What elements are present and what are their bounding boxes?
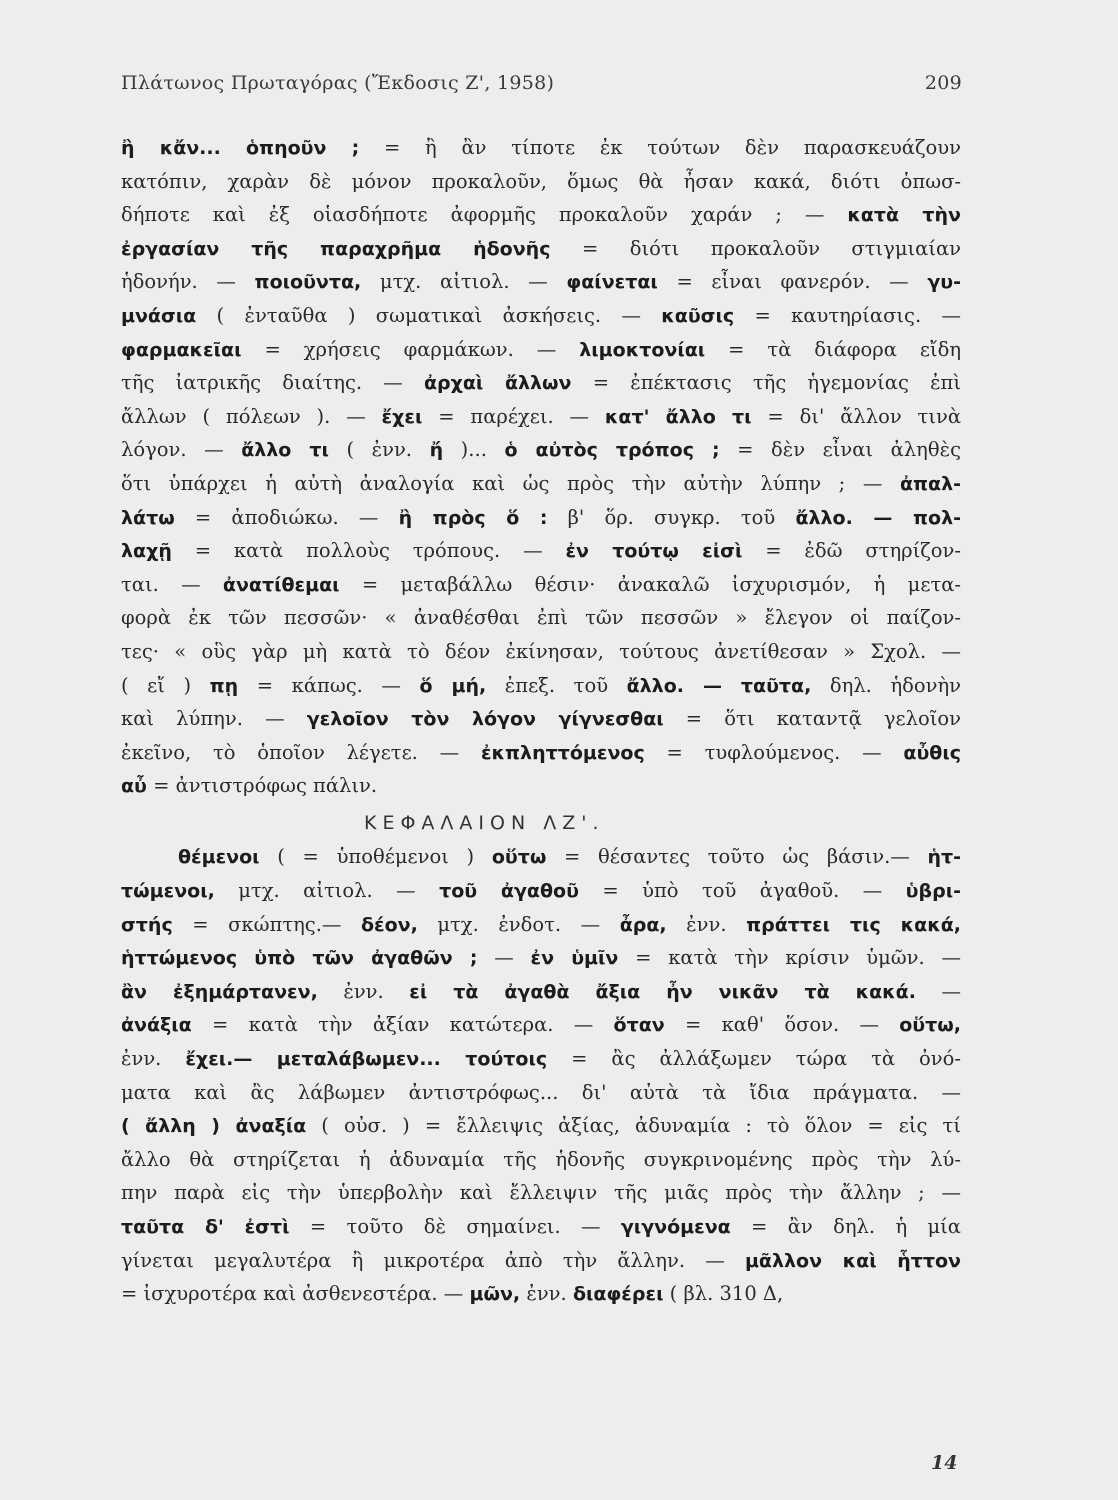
text-line bbox=[121, 975, 961, 1009]
gloss: γίνεται μεγαλυτέρα ἢ μικροτέρα ἀπὸ τὴν ἄλλην. — bbox=[121, 1248, 745, 1272]
text-line bbox=[121, 299, 961, 333]
gloss: λόγον. — bbox=[121, 438, 242, 462]
gloss: = ἰσχυροτέρα καὶ ἀσθενεστέρα. — bbox=[121, 1282, 470, 1306]
gloss: — bbox=[477, 946, 531, 970]
lemma: ἡττώμενος ὑπὸ τῶν ἀγαθῶν ; bbox=[121, 947, 478, 970]
text-line bbox=[121, 601, 961, 635]
gloss: ται. — bbox=[121, 572, 223, 596]
text-line bbox=[121, 1008, 961, 1042]
text-line bbox=[121, 1109, 961, 1143]
gloss: ἐκεῖνο, τὸ ὁποῖον λέγετε. — bbox=[121, 740, 481, 764]
lemma: καῦσις bbox=[661, 304, 735, 327]
gloss: ἐνν. bbox=[317, 979, 410, 1003]
gloss: δήποτε καὶ ἐξ οἱασδήποτε ἀφορμῆς προκαλοῦν χαράν ; — bbox=[121, 203, 848, 227]
text-line bbox=[121, 769, 961, 803]
lemma: πῃ bbox=[209, 674, 239, 697]
gloss: = τυφλούμενος. — bbox=[644, 740, 904, 764]
text-line bbox=[121, 874, 961, 908]
lemma: φαρμακεῖαι bbox=[121, 338, 242, 361]
gloss: = κάπως. — bbox=[238, 673, 420, 697]
text-line bbox=[121, 1076, 961, 1110]
lemma: οὕτω, bbox=[899, 1014, 961, 1037]
lemma: κατ' ἄλλο τι bbox=[604, 405, 752, 428]
gloss: = καυτηρίασις. — bbox=[734, 303, 961, 327]
gloss: ὅτι ὑπάρχει ἡ αὐτὴ ἀναλογία καὶ ὡς πρὸς τὴν αὐτὴν λύπην ; — bbox=[121, 471, 900, 495]
text-line bbox=[121, 400, 961, 434]
page-number: 209 bbox=[924, 72, 962, 94]
lemma: ὅταν bbox=[613, 1014, 665, 1037]
lemma: ἢ κἄν... ὁπηοῦν ; bbox=[121, 137, 360, 159]
lemma: τώμενοι, bbox=[121, 880, 215, 903]
lemma: οὕτω bbox=[491, 846, 547, 869]
text-line bbox=[121, 1042, 961, 1076]
text-line bbox=[121, 669, 961, 703]
lemma: διαφέρει bbox=[572, 1283, 664, 1306]
gloss: ( βλ. 310 Δ, bbox=[663, 1282, 784, 1306]
text-line bbox=[121, 1143, 961, 1177]
lemma: ἄλλο τι bbox=[241, 439, 329, 462]
lemma: μνάσια bbox=[121, 304, 197, 327]
gloss: = χρήσεις φαρμάκων. — bbox=[241, 337, 580, 361]
paragraph-2 bbox=[121, 840, 961, 1310]
gloss: τες· « οὓς γὰρ μὴ κατὰ τὸ δέον ἐκίνησαν, τούτους ἀνετίθεσαν » Σχολ. — bbox=[121, 639, 961, 663]
gloss: μτχ. αἰτιολ. — bbox=[361, 270, 567, 294]
text-line bbox=[121, 1277, 961, 1311]
gloss: καὶ λύπην. — bbox=[121, 707, 307, 731]
lemma: ὑβρι- bbox=[905, 880, 961, 903]
lemma: ἂν ἐξημάρτανεν, bbox=[121, 980, 318, 1003]
gloss: ἄλλο θὰ στηρίζεται ἡ ἀδυναμία τῆς ἡδονῆς συγκρινομένης πρὸς τὴν λύ- bbox=[121, 1147, 961, 1171]
gloss: πην παρὰ εἰς τὴν ὑπερβολὴν καὶ ἔλλειψιν τῆς μιᾶς πρὸς τὴν ἄλλην ; — bbox=[121, 1181, 961, 1205]
gloss: = κατὰ πολλοὺς τρόπους. — bbox=[171, 539, 566, 563]
text-line bbox=[121, 433, 961, 467]
lemma: στής bbox=[121, 913, 173, 936]
lemma: ἄλλο. — ταῦτα, bbox=[626, 674, 812, 697]
gloss: = διότι προκαλοῦν στιγμιαίαν bbox=[550, 236, 961, 260]
gloss: = παρέχει. — bbox=[422, 404, 605, 428]
lemma: φαίνεται bbox=[566, 271, 658, 294]
gloss: = ἂν δηλ. ἡ μία bbox=[730, 1215, 961, 1238]
text-line bbox=[121, 467, 961, 501]
gloss: τῆς ἰατρικῆς διαίτης. — bbox=[121, 371, 424, 395]
gloss: ἐνν. bbox=[520, 1282, 573, 1306]
gloss: = δὲν εἶναι ἀληθὲς bbox=[719, 438, 961, 462]
gloss: — bbox=[915, 979, 961, 1003]
gloss: = τοῦτο δὲ σημαίνει. — bbox=[289, 1215, 621, 1238]
lemma: μᾶλλον καὶ ἧττον bbox=[744, 1249, 961, 1272]
lemma: ἀρχαὶ ἄλλων bbox=[423, 372, 572, 395]
gloss: = σκώπτης.— bbox=[172, 912, 361, 936]
lemma: ὅ μή, bbox=[419, 674, 487, 697]
gloss: ἐνν. bbox=[666, 912, 747, 936]
text-line bbox=[121, 131, 961, 165]
text-line bbox=[121, 736, 961, 770]
lemma: ἔχει.— μεταλάβωμεν... τούτοις bbox=[185, 1048, 548, 1071]
lemma: ἀνατίθεμαι bbox=[222, 573, 340, 596]
commentary-text bbox=[121, 131, 961, 1311]
gloss: = ἐπέκτασις τῆς ἡγεμονίας ἐπὶ bbox=[571, 371, 961, 395]
gloss: ( = ὑποθέμενοι ) bbox=[259, 845, 492, 869]
chapter-heading: ΚΕΦΑΛΑΙΟΝ ΛΖ'. bbox=[364, 811, 605, 834]
lemma: λαχῇ bbox=[121, 540, 172, 563]
gloss: ( ἐνταῦθα ) σωματικαὶ ἀσκήσεις. — bbox=[196, 303, 662, 327]
gloss: = κατὰ τὴν κρίσιν ὑμῶν. — bbox=[618, 946, 961, 970]
gloss: = θέσαντες τοῦτο ὡς βάσιν.— bbox=[546, 845, 928, 869]
text-line bbox=[121, 941, 961, 975]
text-line bbox=[121, 232, 961, 266]
lemma: ἢ πρὸς ὅ : bbox=[398, 506, 548, 529]
text-line bbox=[121, 1176, 961, 1210]
gloss: ἡδονήν. — bbox=[121, 270, 255, 294]
lemma: δέον, bbox=[360, 913, 418, 936]
lemma: αὖθις bbox=[903, 741, 961, 764]
gloss: μτχ. αἰτιολ. — bbox=[214, 879, 440, 903]
lemma: λάτω bbox=[121, 506, 175, 529]
text-line bbox=[121, 635, 961, 669]
gloss: ( εἴ ) bbox=[121, 673, 210, 697]
text-line bbox=[121, 366, 961, 400]
gloss: ματα καὶ ἂς λάβωμεν ἀντιστρόφως... δι' αὐτὰ τὰ ἴδια πράγματα. — bbox=[121, 1080, 961, 1104]
gloss: = κατὰ τὴν ἀξίαν κατώτερα. — bbox=[191, 1013, 614, 1037]
lemma: ποιοῦντα, bbox=[254, 271, 362, 294]
lemma: γελοῖον τὸν λόγον γίγνεσθαι bbox=[306, 708, 664, 731]
gloss: κατόπιν, χαρὰν δὲ μόνον προκαλοῦν, ὅμως θὰ ἦσαν κακά, διότι ὁπωσ- bbox=[121, 169, 961, 193]
gloss: )... bbox=[443, 438, 505, 462]
lemma: ἄλλο. — πολ- bbox=[795, 506, 961, 529]
signature-mark: 14 bbox=[931, 1452, 958, 1474]
lemma: ταῦτα δ' ἐστὶ bbox=[121, 1216, 290, 1238]
gloss: ( οὐσ. ) = ἔλλειψις ἀξίας, ἀδυναμία : τὸ ὅλον = εἰς τί bbox=[306, 1114, 961, 1138]
lemma: ἤ bbox=[429, 439, 444, 462]
gloss: = ἀποδιώκω. — bbox=[174, 505, 399, 529]
text-line bbox=[121, 702, 961, 736]
gloss: δηλ. ἡδονὴν bbox=[811, 673, 961, 697]
gloss: = δι' ἄλλον τινὰ bbox=[751, 404, 961, 428]
gloss: = ἀντιστρόφως πάλιν. bbox=[146, 774, 378, 798]
text-line bbox=[121, 165, 961, 199]
gloss: ἐνν. bbox=[121, 1047, 186, 1071]
lemma: γιγνόμενα bbox=[620, 1216, 731, 1238]
text-line bbox=[121, 333, 961, 367]
lemma: ἔχει bbox=[381, 405, 423, 428]
text-line bbox=[121, 534, 961, 568]
lemma: εἰ τὰ ἀγαθὰ ἄξια ἦν νικᾶν τὰ κακά. bbox=[409, 980, 916, 1003]
lemma: λιμοκτονίαι bbox=[579, 338, 706, 361]
gloss: = ἐδῶ στηρίζον- bbox=[742, 539, 961, 563]
gloss: = ὅτι καταντᾷ γελοῖον bbox=[663, 707, 961, 731]
lemma: ( ἄλλη ) ἀναξία bbox=[121, 1115, 307, 1138]
gloss: φορὰ ἐκ τῶν πεσσῶν· « ἀναθέσθαι ἐπὶ τῶν πεσσῶν » ἔλεγον οἱ παίζον- bbox=[121, 606, 961, 630]
gloss: β' ὅρ. συγκρ. τοῦ bbox=[547, 505, 796, 529]
text-line bbox=[121, 1210, 961, 1244]
paragraph-1 bbox=[121, 131, 961, 803]
lemma: ἀπαλ- bbox=[899, 472, 961, 495]
gloss: = ὑπὸ τοῦ ἀγαθοῦ. — bbox=[578, 879, 906, 903]
lemma: γυ- bbox=[927, 271, 961, 294]
gloss: ἐπεξ. τοῦ bbox=[486, 673, 627, 697]
text-line bbox=[121, 198, 961, 232]
gloss: = εἶναι φανερόν. — bbox=[657, 270, 928, 294]
text-line bbox=[121, 1244, 961, 1278]
lemma: αὖ bbox=[121, 775, 147, 798]
gloss: μτχ. ἐνδοτ. — bbox=[417, 912, 620, 936]
lemma: μῶν, bbox=[469, 1283, 521, 1306]
gloss: = μεταβάλλω θέσιν· ἀνακαλῶ ἰσχυρισμόν, ἡ μετα- bbox=[339, 572, 961, 596]
gloss: = ἢ ἂν τίποτε ἐκ τούτων δὲν παρασκευάζουν bbox=[359, 136, 961, 159]
gloss: ἄλλων ( πόλεων ). — bbox=[121, 404, 382, 428]
gloss: = καθ' ὅσον. — bbox=[664, 1013, 900, 1037]
gloss: = ἂς ἀλλάξωμεν τώρα τὰ ὀνό- bbox=[547, 1047, 961, 1071]
text-line bbox=[121, 908, 961, 942]
lemma: ἀνάξια bbox=[121, 1014, 192, 1037]
text-line bbox=[121, 265, 961, 299]
text-line bbox=[121, 568, 961, 602]
lemma: κατὰ τὴν bbox=[847, 204, 961, 227]
gloss: = τὰ διάφορα εἴδη bbox=[705, 337, 961, 361]
lemma: ἡτ- bbox=[927, 846, 961, 869]
lemma: ἐκπληττόμενος bbox=[480, 741, 645, 764]
lemma: ἐν ὑμῖν bbox=[530, 947, 619, 970]
running-header bbox=[121, 72, 962, 94]
lemma: ὁ αὐτὸς τρόπος ; bbox=[504, 439, 720, 462]
lemma: ἐργασίαν τῆς παραχρῆμα ἡδονῆς bbox=[121, 237, 551, 260]
lemma: τοῦ ἀγαθοῦ bbox=[439, 880, 579, 903]
lemma: θέμενοι bbox=[178, 846, 260, 869]
running-title: Πλάτωνος Πρωταγόρας (Ἔκδοσις Ζ', 1958) bbox=[121, 72, 555, 94]
lemma: ἐν τούτῳ εἰσὶ bbox=[565, 540, 743, 563]
gloss: ( ἐνν. bbox=[328, 438, 430, 462]
text-line bbox=[121, 840, 961, 874]
lemma: πράττει τις κακά, bbox=[746, 913, 961, 936]
text-line bbox=[121, 501, 961, 535]
lemma: ἆρα, bbox=[619, 913, 667, 936]
